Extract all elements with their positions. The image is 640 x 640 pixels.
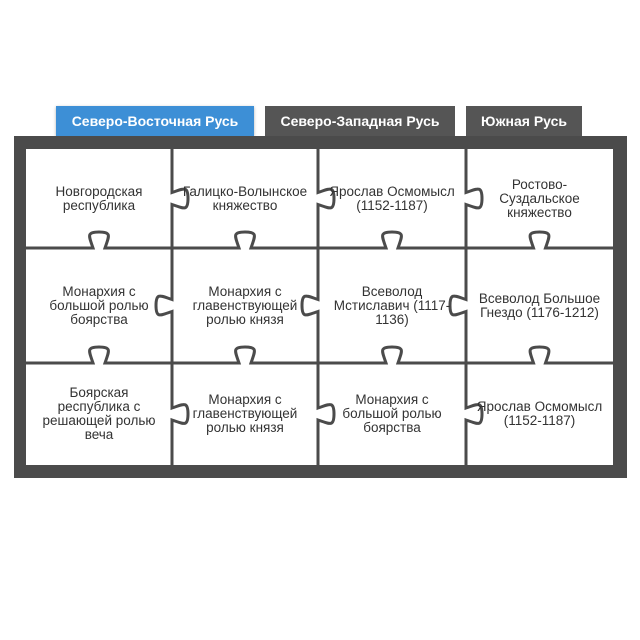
puzzle-piece[interactable]: Всеволод Мстиславич (1117-1136): [333, 283, 451, 327]
tab-north-east-rus[interactable]: Северо-Восточная Русь: [56, 106, 254, 136]
puzzle-piece[interactable]: Монархия с большой ролью боярства: [342, 392, 442, 435]
puzzle-piece[interactable]: Монархия с главенствующей ролью князя: [192, 392, 298, 435]
puzzle-piece[interactable]: Галицко-Волынское княжество: [182, 183, 308, 213]
puzzle-grid: [26, 149, 613, 465]
tab-south-rus[interactable]: Южная Русь: [466, 106, 582, 136]
puzzle-piece[interactable]: Монархия с главенствующей ролью князя: [192, 283, 298, 327]
puzzle-piece[interactable]: Ростово-Суздальское княжество: [499, 176, 580, 220]
tab-north-west-rus[interactable]: Северо-Западная Русь: [265, 106, 455, 136]
tab-bar: [0, 0, 640, 136]
puzzle-piece[interactable]: Боярская республика с решающей ролью веча: [42, 385, 156, 442]
puzzle-piece[interactable]: Монархия с большой ролью боярства: [49, 283, 149, 327]
puzzle-piece[interactable]: Ярослав Осмомысл (1152-1187): [476, 399, 603, 428]
puzzle-piece[interactable]: Ярослав Осмомысл (1152-1187): [329, 183, 455, 213]
puzzle-piece[interactable]: Новгородская республика: [55, 183, 143, 213]
puzzle-piece[interactable]: Всеволод Большое Гнездо (1176-1212): [478, 290, 601, 320]
